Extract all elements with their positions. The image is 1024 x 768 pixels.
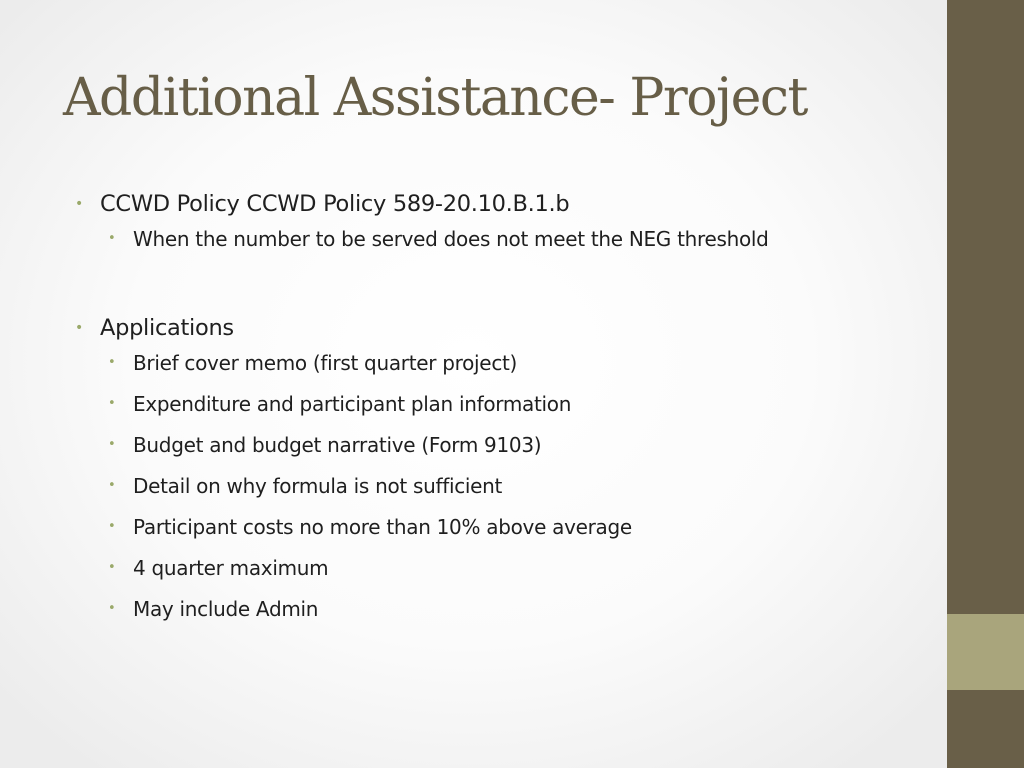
sub-bullet [108,390,935,431]
sub-bullet-text: 4 quarter maximum [133,556,329,580]
bullet-applications-heading [75,312,935,344]
sub-bullet [108,349,935,390]
bullet-icon: • [108,519,116,534]
bullet-icon: • [75,320,83,336]
sub-bullet [108,472,935,513]
bullet-text: Applications [100,315,234,341]
sub-bullet [108,513,935,554]
bullet-icon: • [108,396,116,411]
sub-bullet-text: Participant costs no more than 10% above average [133,515,632,539]
sub-bullet-text: When the number to be served does not meet the NEG threshold [133,227,769,251]
section-applications [75,312,935,636]
applications-subitems [75,349,935,636]
bullet-icon: • [108,601,116,616]
bullet-icon: • [108,478,116,493]
sub-bullet-text: Budget and budget narrative (Form 9103) [133,433,542,457]
sub-bullet [108,595,935,636]
sub-bullet [108,554,935,595]
section-spacer [75,266,935,312]
slide-content [75,188,935,636]
bullet-icon: • [108,231,116,246]
sub-bullet [108,431,935,472]
side-accent-block [947,614,1024,690]
sub-bullet [108,225,935,266]
sub-bullet-text: Detail on why formula is not sufficient [133,474,503,498]
sub-bullet-text: Brief cover memo (first quarter project) [133,351,518,375]
sub-bullet-text: May include Admin [133,597,319,621]
policy-subitems [75,225,935,266]
slide-title: Additional Assistance- Project [63,68,807,128]
section-policy [75,188,935,266]
bullet-policy-heading [75,188,935,220]
sub-bullet-text: Expenditure and participant plan information [133,392,572,416]
bullet-icon: • [108,355,116,370]
bullet-icon: • [108,560,116,575]
bullet-text: CCWD Policy CCWD Policy 589-20.10.B.1.b [100,191,570,217]
bullet-icon: • [75,196,83,212]
bullet-icon: • [108,437,116,452]
